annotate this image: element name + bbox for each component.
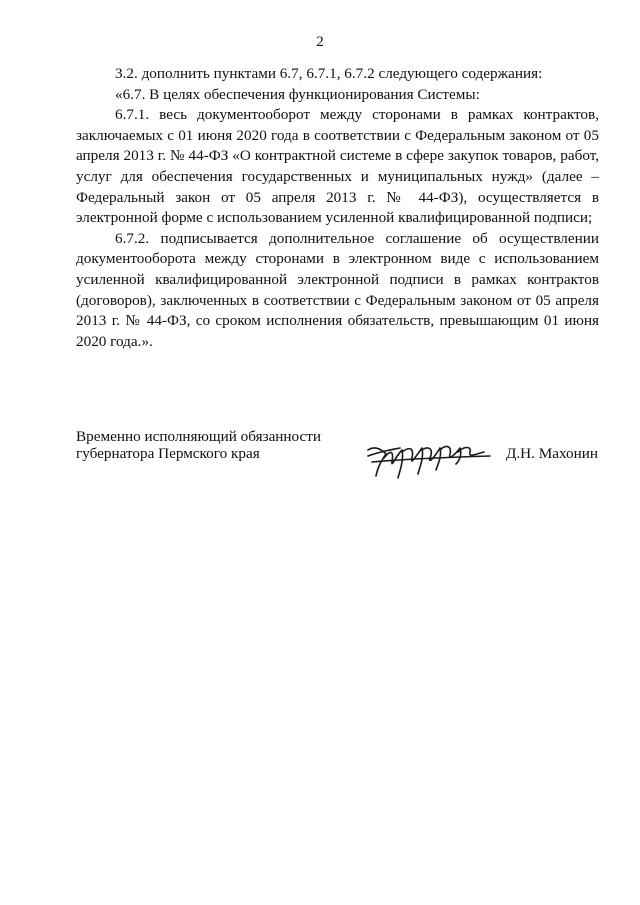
document-body <box>76 64 599 352</box>
handwritten-signature-icon <box>364 436 494 486</box>
paragraph-6-7: «6.7. В целях обеспечения функционирования Системы: <box>115 85 480 103</box>
paragraph-6-7-1: 6.7.1. весь документооборот между сторонами в рамках контрактов, заключаемых с 01 июня 2020 года в соответствии с Федеральным законом от 05 апреля 2013 г. № 44-ФЗ «О контрактной системе в сфере закупок товаров, работ, услуг для обеспечения государственных и муниципальных нужд» (далее – Федеральный закон от 05 апреля 2013 г. № 44-ФЗ), осуществляется в электронной форме с использованием усиленной квалифицированной подписи; <box>76 106 599 227</box>
signatory-position-line-1: Временно исполняющий обязанности <box>76 428 322 445</box>
signatory-name: Д.Н. Махонин <box>506 445 598 462</box>
signatory-position <box>76 428 356 462</box>
signature-block <box>76 428 606 478</box>
page-number: 2 <box>316 34 324 50</box>
paragraph-6-7-2: 6.7.2. подписывается дополнительное соглашение об осуществлении документооборота между сторонами в электронном виде с использованием усиленной квалифицированной электронной подписи в рамках контрактов (договоров), заключенных в соответствии с Федеральным законом от 05 апреля 2013 г. № 44-ФЗ, со сроком исполнения обязательств, превышающим 01 июня 2020 года.». <box>76 229 599 350</box>
paragraph-amendment-intro: 3.2. дополнить пунктами 6.7, 6.7.1, 6.7.2 следующего содержания: <box>115 65 543 82</box>
signatory-position-line-2: губернатора Пермского края <box>76 445 260 462</box>
